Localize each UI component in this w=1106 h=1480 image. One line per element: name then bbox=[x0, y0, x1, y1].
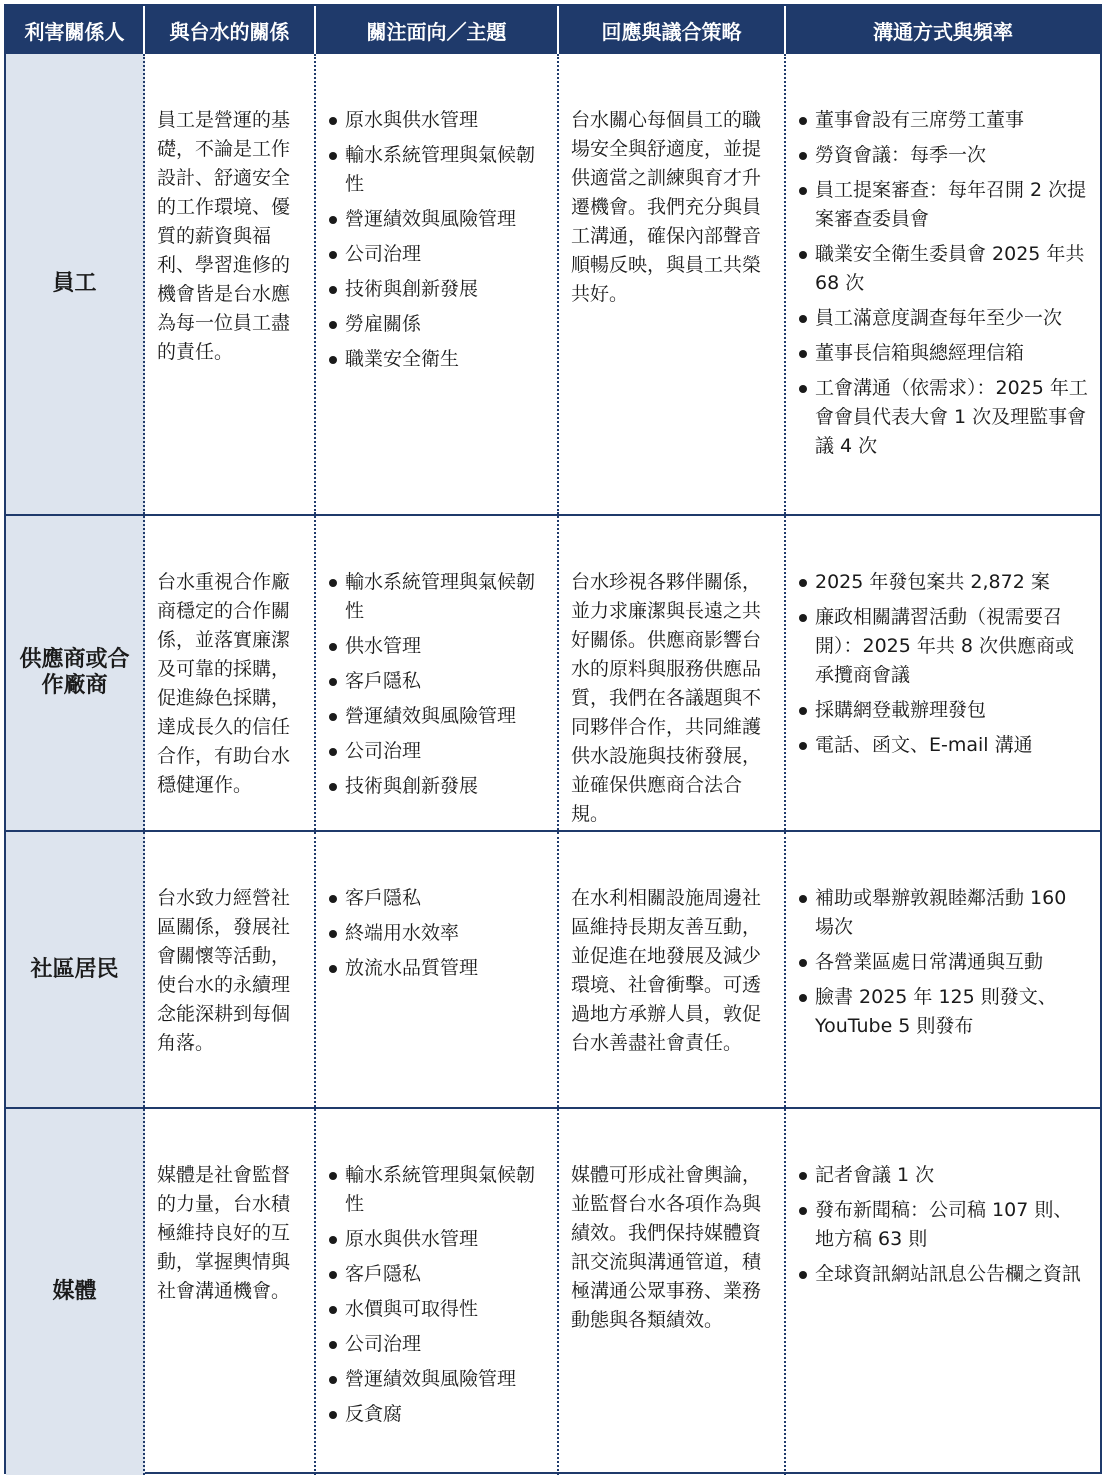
table-row bbox=[6, 514, 1100, 830]
list-item: 公司治理 bbox=[328, 737, 545, 766]
list-item: 輸水系統管理與氣候韌性 bbox=[328, 568, 545, 626]
stakeholder-name: 供應商或合作廠商 bbox=[19, 647, 130, 698]
strategy-cell bbox=[559, 54, 786, 514]
list-item: 營運績效與風險管理 bbox=[328, 702, 545, 731]
table-header bbox=[6, 6, 1100, 54]
relationship-cell bbox=[145, 516, 316, 830]
relationship-text: 員工是營運的基礎，不論是工作設計、舒適安全的工作環境、優質的薪資與福利、學習進修的機會皆是台水應為每一位員工盡的責任。 bbox=[157, 109, 291, 363]
list-item: 職業安全衛生委員會 2025 年共 68 次 bbox=[798, 240, 1088, 298]
list-item: 臉書 2025 年 125 則發文、YouTube 5 則發布 bbox=[798, 983, 1088, 1041]
list-item: 公司治理 bbox=[328, 240, 545, 269]
communication-cell bbox=[786, 1109, 1100, 1475]
list-item: 工會溝通（依需求）：2025 年工會會員代表大會 1 次及理監事會議 4 次 bbox=[798, 374, 1088, 461]
list-item: 發布新聞稿：公司稿 107 則、地方稿 63 則 bbox=[798, 1196, 1088, 1254]
list-item: 營運績效與風險管理 bbox=[328, 1365, 545, 1394]
list-item: 反貪腐 bbox=[328, 1400, 545, 1429]
list-item: 員工提案審查：每年召開 2 次提案審查委員會 bbox=[798, 176, 1088, 234]
topics-list bbox=[328, 568, 545, 801]
relationship-cell bbox=[145, 54, 316, 514]
list-item: 原水與供水管理 bbox=[328, 106, 545, 135]
table-row bbox=[6, 830, 1100, 1107]
header-topics: 關注面向／主題 bbox=[316, 6, 559, 54]
list-item: 職業安全衛生 bbox=[328, 345, 545, 374]
strategy-cell bbox=[559, 832, 786, 1107]
list-item: 原水與供水管理 bbox=[328, 1225, 545, 1254]
list-item: 員工滿意度調查每年至少一次 bbox=[798, 304, 1088, 333]
header-stakeholder: 利害關係人 bbox=[6, 6, 145, 54]
stakeholder-name: 媒體 bbox=[52, 1279, 97, 1304]
list-item: 各營業區處日常溝通與互動 bbox=[798, 948, 1088, 977]
list-item: 客戶隱私 bbox=[328, 884, 545, 913]
header-relationship: 與台水的關係 bbox=[145, 6, 316, 54]
stakeholder-name: 社區居民 bbox=[30, 956, 119, 982]
list-item: 補助或舉辦敦親睦鄰活動 160 場次 bbox=[798, 884, 1088, 942]
relationship-text: 媒體是社會監督的力量，台水積極維持良好的互動，掌握輿情與社會溝通機會。 bbox=[157, 1164, 291, 1302]
list-item: 董事長信箱與總經理信箱 bbox=[798, 339, 1088, 368]
topics-list bbox=[328, 106, 545, 374]
list-item: 客戶隱私 bbox=[328, 1260, 545, 1289]
stakeholder-name-cell bbox=[6, 832, 145, 1107]
topics-cell bbox=[316, 1109, 559, 1475]
list-item: 營運績效與風險管理 bbox=[328, 205, 545, 234]
communication-cell bbox=[786, 516, 1100, 830]
list-item: 勞雇關係 bbox=[328, 310, 545, 339]
list-item: 客戶隱私 bbox=[328, 667, 545, 696]
topics-cell bbox=[316, 832, 559, 1107]
topics-list bbox=[328, 884, 545, 983]
list-item: 勞資會議：每季一次 bbox=[798, 141, 1088, 170]
list-item: 電話、函文、E-mail 溝通 bbox=[798, 731, 1088, 760]
strategy-text: 在水利相關設施周邊社區維持長期友善互動，並促進在地發展及減少環境、社會衝擊。可透過地方承辦人員，敦促台水善盡社會責任。 bbox=[571, 887, 762, 1054]
communication-list bbox=[798, 106, 1088, 461]
list-item: 水價與可取得性 bbox=[328, 1295, 545, 1324]
stakeholder-name: 員工 bbox=[52, 271, 97, 296]
list-item: 全球資訊網站訊息公告欄之資訊 bbox=[798, 1260, 1088, 1289]
communication-cell bbox=[786, 832, 1100, 1107]
table-body bbox=[6, 54, 1100, 1475]
list-item: 2025 年發包案共 2,872 案 bbox=[798, 568, 1088, 597]
stakeholder-name-cell bbox=[6, 54, 145, 514]
relationship-cell bbox=[145, 832, 316, 1107]
relationship-cell bbox=[145, 1109, 316, 1475]
strategy-text: 台水珍視各夥伴關係，並力求廉潔與長遠之共好關係。供應商影響台水的原料與服務供應品質，我們在各議題與不同夥伴合作，共同維護供水設施與技術發展，並確保供應商合法合規。 bbox=[571, 571, 762, 825]
list-item: 輸水系統管理與氣候韌性 bbox=[328, 1161, 545, 1219]
list-item: 技術與創新發展 bbox=[328, 772, 545, 801]
header-communication: 溝通方式與頻率 bbox=[873, 19, 1013, 44]
strategy-text: 台水關心每個員工的職場安全與舒適度，並提供適當之訓練與育才升遷機會。我們充分與員工溝通，確保內部聲音順暢反映，與員工共榮共好。 bbox=[571, 109, 762, 305]
table-row bbox=[6, 54, 1100, 514]
communication-list bbox=[798, 568, 1088, 760]
table-row bbox=[6, 1107, 1100, 1475]
relationship-text: 台水致力經營社區關係，發展社會關懷等活動，使台水的永續理念能深耕到每個角落。 bbox=[157, 887, 291, 1054]
list-item: 放流水品質管理 bbox=[328, 954, 545, 983]
list-item: 採購網登載辦理發包 bbox=[798, 696, 1088, 725]
topics-cell bbox=[316, 54, 559, 514]
topics-cell bbox=[316, 516, 559, 830]
list-item: 董事會設有三席勞工董事 bbox=[798, 106, 1088, 135]
header-strategy: 回應與議合策略 bbox=[559, 6, 786, 54]
list-item: 供水管理 bbox=[328, 632, 545, 661]
list-item: 廉政相關講習活動（視需要召開）：2025 年共 8 次供應商或承攬商會議 bbox=[798, 603, 1088, 690]
strategy-cell bbox=[559, 516, 786, 830]
list-item: 終端用水效率 bbox=[328, 919, 545, 948]
strategy-text: 媒體可形成社會輿論，並監督台水各項作為與績效。我們保持媒體資訊交流與溝通管道，積極溝通公眾事務、業務動態與各類績效。 bbox=[571, 1164, 762, 1331]
communication-cell bbox=[786, 54, 1100, 514]
topics-list bbox=[328, 1161, 545, 1429]
list-item: 記者會議 1 次 bbox=[798, 1161, 1088, 1190]
list-item: 輸水系統管理與氣候韌性 bbox=[328, 141, 545, 199]
stakeholder-name-cell bbox=[6, 516, 145, 830]
strategy-cell bbox=[559, 1109, 786, 1475]
stakeholder-table bbox=[4, 4, 1102, 1474]
communication-list bbox=[798, 1161, 1088, 1289]
list-item: 公司治理 bbox=[328, 1330, 545, 1359]
communication-list bbox=[798, 884, 1088, 1041]
list-item: 技術與創新發展 bbox=[328, 275, 545, 304]
relationship-text: 台水重視合作廠商穩定的合作關係，並落實廉潔及可靠的採購，促進綠色採購，達成長久的信任合作，有助台水穩健運作。 bbox=[157, 571, 291, 796]
stakeholder-name-cell bbox=[6, 1109, 145, 1475]
